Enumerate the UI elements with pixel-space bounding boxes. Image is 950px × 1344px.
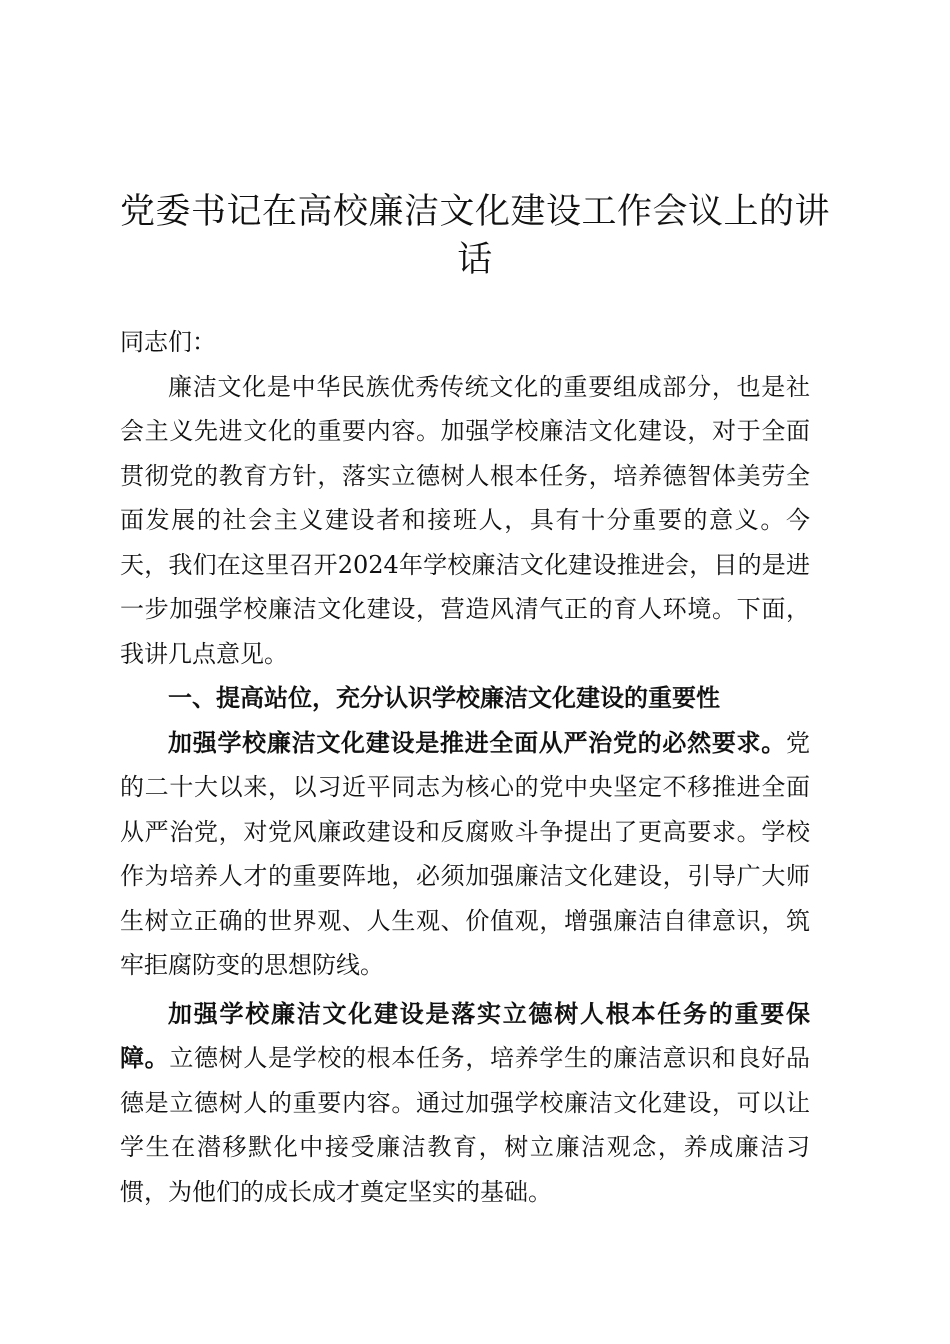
point-paragraph-1 [120,721,810,988]
point-paragraph-2 [120,992,810,1215]
point-text-2: 立德树人是学校的根本任务，培养学生的廉洁意识和良好品德是立德树人的重要内容。通过加强学校廉洁文化建设，可以让学生在潜移默化中接受廉洁教育，树立廉洁观念，养成廉洁习惯，为他们的成长成才奠定坚实的基础。 [120,1044,811,1206]
section-heading: 一、提高站位，充分认识学校廉洁文化建设的重要性 [168,684,720,712]
point-lead-2: 加强学校廉洁文化建设是落实立德树人根本任务的重要保障。 [120,999,810,1072]
document-body [120,320,810,1214]
point-lead-1: 加强学校廉洁文化建设是推进全面从严治党的必然要求。 [168,728,786,757]
document-title: 党委书记在高校廉洁文化建设工作会议上的讲话 [119,192,830,280]
intro-paragraph: 廉洁文化是中华民族优秀传统文化的重要组成部分，也是社会主义先进文化的重要内容。加强学校廉洁文化建设，对于全面贯彻党的教育方针，落实立德树人根本任务，培养德智体美劳全面发展的社会主义建设者和接班人，具有十分重要的意义。今天，我们在这里召开2024年学校廉洁文化建设推进会，目的是进一步加强学校廉洁文化建设，营造风清气正的育人环境。下面，我讲几点意见。 [120,372,810,668]
greeting: 同志们： [120,328,216,356]
point-text-1: 党的二十大以来，以习近平同志为核心的党中央坚定不移推进全面从严治党，对党风廉政建设和反腐败斗争提出了更高要求。学校作为培养人才的重要阵地，必须加强廉洁文化建设，引导广大师生树立正确的世界观、人生观、价值观，增强廉洁自律意识，筑牢拒腐防变的思想防线。 [120,728,810,979]
